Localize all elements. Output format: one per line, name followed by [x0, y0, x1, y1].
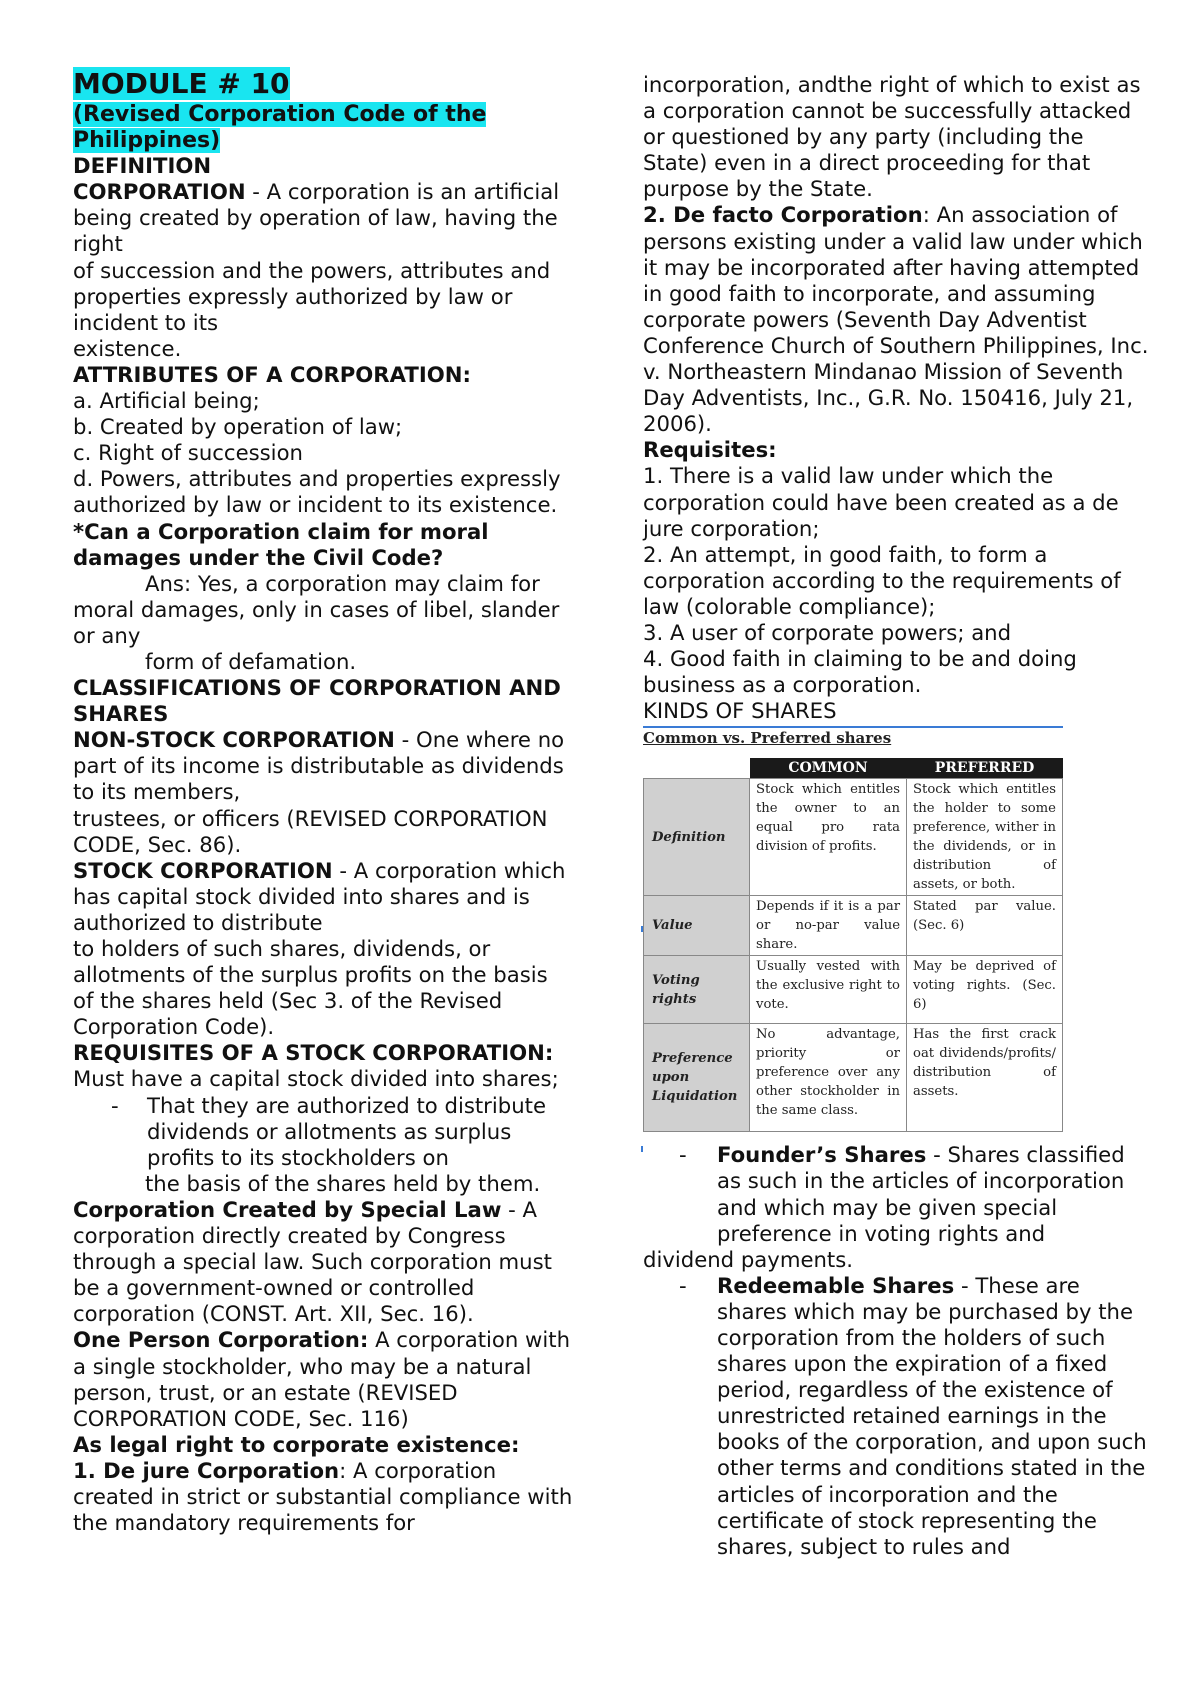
shares-comparison-table — [643, 758, 1063, 1132]
table-header-row — [644, 758, 1063, 779]
row-label: Voting rights — [644, 956, 750, 1024]
corporation-definition-3: existence. — [73, 335, 182, 361]
redeemable-shares: - Redeemable Shares - These are shares which may be purchased by the corporation from the holders of such shares upon the expiration of a fixed period, regardless of the existence of unrestricted retained earnings in the books of the corporation, and upon such other terms and conditions stated in the articles of incorporation and the certificate of stock representing the shares, subject to rules and — [643, 1273, 1153, 1560]
de-facto-definition: 2. De facto Corporation: An association of persons existing under a valid law under which it may be incorporated after having attempted in good faith to incorporate, and assuming corporate powers (Seventh Day Adventist Conference Church of Southern Philippines, Inc. v. Northeastern Mindanao Mission of Seventh Day Adventists, Inc., G.R. No. 150416, July 21, 2006). — [643, 202, 1149, 437]
definition-heading: DEFINITION — [73, 153, 212, 179]
common-cell: Depends if it is a par or no-par value share. — [750, 896, 907, 956]
preferred-cell: Stock which entitles the holder to some preference, wither in the dividends, or in distribution of assets, or both. — [907, 779, 1063, 896]
requisite-dash-item-2: the basis of the shares held by them. — [145, 1170, 541, 1196]
common-cell: Stock which entitles the owner to an equal pro rata division of profits. — [750, 779, 907, 896]
right-column — [643, 72, 1153, 1560]
founders-shares: - Founder’s Shares - Shares classified as such in the articles of incorporation and which may be given special — [643, 1142, 1153, 1220]
corporation-definition: CORPORATION - A corporation is an artificial being created by operation of law, having the right — [73, 179, 560, 257]
corporation-definition-2: of succession and the powers, attributes and properties expressly authorized by law or incident to its — [73, 257, 551, 335]
preferred-cell: Stated par value. (Sec. 6) — [907, 896, 1063, 956]
nonstock-definition: NON-STOCK CORPORATION - One where no part of its income is distributable as dividends to its members, — [73, 727, 565, 805]
requisite-4: 4. Good faith in claiming to be and doing business as a corporation. — [643, 646, 1077, 698]
requisite-dash-item: - That they are authorized to distribute dividends or allotments as surplus profits to its stockholders on — [73, 1093, 573, 1171]
answer-line-1: Ans: Yes, a corporation may claim for — [145, 570, 540, 596]
classifications-heading: CLASSIFICATIONS OF CORPORATION AND SHARES — [73, 675, 561, 727]
table-row — [644, 779, 1063, 896]
answer-line-2: moral damages, only in cases of libel, slander or any — [73, 596, 560, 648]
kinds-of-shares-heading: KINDS OF SHARES — [643, 698, 837, 724]
attribute-b: b. Created by operation of law; — [73, 414, 403, 440]
stock-definition-2: to holders of such shares, dividends, or allotments of the surplus profits on the basis of the shares held (Sec 3. of the Revised Corporation Code). — [73, 936, 548, 1040]
module-title: MODULE # 10 — [73, 67, 290, 100]
requisite-3: 3. A user of corporate powers; and — [643, 619, 1012, 645]
requisites-stock-heading: REQUISITES OF A STOCK CORPORATION: — [73, 1040, 554, 1066]
selection-handle — [641, 926, 643, 932]
founders-shares-3: dividend payments. — [643, 1246, 854, 1272]
founders-shares-2: preference in voting rights and — [717, 1220, 1046, 1246]
answer-line-3: form of defamation. — [145, 648, 357, 674]
requisite-1: 1. There is a valid law under which the corporation could have been created as a de jure corporation; — [643, 463, 1119, 541]
table-row — [644, 1024, 1063, 1132]
nonstock-definition-2: trustees, or officers (REVISED CORPORATION CODE, Sec. 86). — [73, 805, 548, 857]
opc-definition: One Person Corporation: A corporation with a single stockholder, who may be a natural person, trust, or an estate (REVISED CORPORATION CODE, Sec. 116) — [73, 1327, 571, 1431]
column-header-common: COMMON — [750, 758, 907, 779]
requisite-capital-stock: Must have a capital stock divided into shares; — [73, 1066, 559, 1092]
attributes-heading: ATTRIBUTES OF A CORPORATION: — [73, 361, 471, 387]
row-label: Value — [644, 896, 750, 956]
de-jure-definition: 1. De jure Corporation: A corporation created in strict or substantial compliance with the mandatory requirements for — [73, 1457, 573, 1536]
left-column — [73, 68, 573, 1536]
row-label: Preference upon Liquidation — [644, 1024, 750, 1132]
attribute-d: d. Powers, attributes and properties expressly authorized by law or incident to its existence. — [73, 466, 561, 518]
table-corner — [644, 758, 750, 779]
column-header-preferred: PREFERRED — [907, 758, 1063, 779]
module-subtitle: (Revised Corporation Code of the Philippines) — [73, 102, 487, 154]
moral-damages-question: *Can a Corporation claim for moral damages under the Civil Code? — [73, 518, 489, 570]
requisite-2: 2. An attempt, in good faith, to form a corporation according to the requirements of law (colorable compliance); — [643, 541, 1121, 619]
legal-right-heading: As legal right to corporate existence: — [73, 1431, 520, 1457]
preferred-cell: May be deprived of voting rights. (Sec. 6) — [907, 956, 1063, 1024]
attribute-c: c. Right of succession — [73, 440, 303, 466]
preferred-cell: Has the first crack oat dividends/profits/ distribution of assets. — [907, 1024, 1063, 1132]
table-row — [644, 956, 1063, 1024]
row-label: Definition — [644, 779, 750, 896]
requisites-heading: Requisites: — [643, 437, 777, 463]
table-row — [644, 896, 1063, 956]
special-law-definition: Corporation Created by Special Law - A corporation directly created by Congress through a special law. Such corporation must be a government-owned or controlled corporation (CONST. Art. XII, Sec. 16). — [73, 1196, 552, 1327]
attribute-a: a. Artificial being; — [73, 388, 260, 414]
table-caption: Common vs. Preferred shares — [643, 726, 1063, 750]
shares-comparison-image — [643, 726, 1063, 1132]
stock-definition: STOCK CORPORATION - A corporation which has capital stock divided into shares and is authorized to distribute — [73, 857, 566, 935]
common-cell: No advantage, priority or preference over any other stockholder in the same class. — [750, 1024, 907, 1132]
common-cell: Usually vested with the exclusive right to vote. — [750, 956, 907, 1024]
de-jure-continued: incorporation, andthe right of which to exist as a corporation cannot be successfully attacked or questioned by any party (including the State) even in a direct proceeding for that purpose by the State. — [643, 72, 1141, 202]
